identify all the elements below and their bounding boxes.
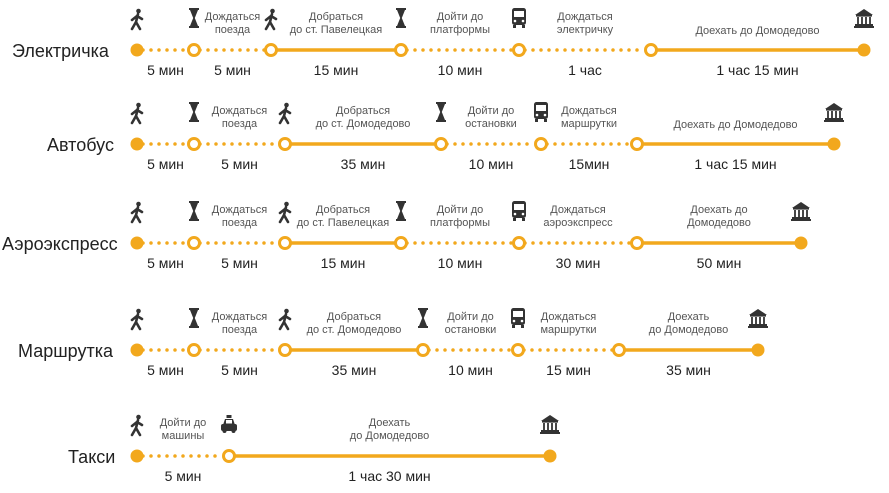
step-label	[673, 119, 797, 131]
step-label	[160, 417, 207, 442]
step-label-line: до Домодедово	[349, 430, 430, 442]
start-node	[131, 237, 144, 250]
route-row	[2, 201, 811, 271]
step-label-line: до ст. Домодедово	[315, 118, 411, 130]
hourglass-icon	[396, 8, 406, 28]
step-label	[557, 11, 614, 36]
step-label	[430, 11, 490, 36]
hourglass-icon	[189, 201, 199, 221]
airport-icon	[748, 309, 768, 328]
step-label	[561, 105, 617, 130]
segment-duration: 10 мин	[468, 156, 514, 172]
step-label-line: Добраться	[326, 311, 382, 323]
route-row	[12, 8, 874, 78]
segment-duration: 15 мин	[320, 255, 366, 271]
stop-node	[513, 345, 524, 356]
step-label	[212, 105, 267, 130]
end-node	[828, 138, 841, 151]
segment-duration: 1 час 30 мин	[348, 468, 431, 484]
step-label	[307, 311, 402, 336]
step-label-line: до ст. Домодедово	[306, 324, 402, 336]
segment-duration: 10 мин	[448, 362, 493, 378]
step-label-line: Дойти до	[159, 417, 207, 429]
step-label-line: Дойти до	[447, 311, 494, 323]
step-label	[543, 204, 613, 229]
end-node	[795, 237, 808, 250]
step-label-line: Дождаться	[561, 105, 617, 117]
segment-duration: 30 мин	[555, 255, 601, 271]
step-label-line: маршрутки	[560, 118, 618, 130]
segment-duration: 1 час	[568, 62, 602, 78]
segment-duration: 15мин	[568, 156, 610, 172]
step-label	[430, 204, 490, 229]
step-label-line: Дождаться	[211, 105, 268, 117]
stop-node	[266, 45, 277, 56]
step-label-line: Домодедово	[687, 217, 751, 229]
stop-node	[646, 45, 657, 56]
step-label-line: Дождаться	[204, 11, 261, 23]
segment-duration: 50 мин	[696, 255, 742, 271]
segment-duration: 5 мин	[164, 468, 202, 484]
segment-duration: 5 мин	[147, 156, 184, 172]
segment-duration: 15 мин	[546, 362, 591, 378]
stop-node	[189, 45, 200, 56]
step-label	[540, 311, 596, 336]
step-label-line: поезда	[214, 24, 251, 36]
hourglass-icon	[189, 308, 199, 328]
stop-node	[632, 238, 643, 249]
stop-node	[280, 345, 291, 356]
walk-icon	[266, 9, 276, 29]
step-label-line: платформы	[429, 217, 491, 229]
step-label	[350, 417, 429, 442]
stop-node	[189, 139, 200, 150]
walk-icon	[280, 103, 290, 123]
route-name: Аэроэкспресс	[2, 234, 118, 254]
bus-icon	[512, 8, 526, 28]
stop-node	[224, 451, 235, 462]
segment-duration: 1 час 15 мин	[716, 62, 799, 78]
segment-duration: 10 мин	[437, 62, 483, 78]
airport-icon	[540, 415, 560, 434]
stop-node	[536, 139, 547, 150]
step-label-line: Дождаться	[211, 311, 268, 323]
step-label-line: Дойти до	[436, 204, 484, 216]
start-node	[131, 138, 144, 151]
segment-duration: 5 мин	[147, 62, 184, 78]
start-node	[131, 44, 144, 57]
step-label	[297, 204, 390, 229]
walk-icon	[132, 309, 142, 329]
stop-node	[632, 139, 643, 150]
step-label-line: до ст. Павелецкая	[296, 217, 390, 229]
stop-node	[418, 345, 429, 356]
hourglass-icon	[189, 8, 199, 28]
hourglass-icon	[436, 102, 446, 122]
segment-duration: 10 мин	[437, 255, 483, 271]
start-node	[131, 344, 144, 357]
hourglass-icon	[189, 102, 199, 122]
route-row	[68, 415, 560, 484]
segment-duration: 15 мин	[313, 62, 359, 78]
end-node	[858, 44, 871, 57]
segment-duration: 5 мин	[221, 156, 258, 172]
segment-duration: 1 час 15 мин	[694, 156, 777, 172]
step-label-line: Доехать	[368, 417, 411, 429]
step-label-line: Доехать до Домодедово	[673, 119, 798, 131]
stop-node	[514, 45, 525, 56]
step-label-line: поезда	[221, 324, 258, 336]
step-label	[649, 311, 728, 336]
segment-duration: 5 мин	[147, 255, 184, 271]
step-label-line: Дойти до	[436, 11, 484, 23]
step-label-line: Добраться	[335, 105, 391, 117]
step-label	[212, 311, 267, 336]
route-name: Автобус	[47, 135, 114, 155]
stop-node	[280, 139, 291, 150]
step-label-line: Дождаться	[557, 11, 613, 23]
step-label	[316, 105, 411, 130]
walk-icon	[132, 103, 142, 123]
step-label-line: Доехать до Домодедово	[695, 25, 820, 37]
stop-node	[396, 45, 407, 56]
route-name: Электричка	[12, 41, 109, 61]
stop-node	[396, 238, 407, 249]
segment-duration: 5 мин	[147, 362, 184, 378]
step-label-line: аэроэкспресс	[543, 217, 613, 229]
route-row	[47, 102, 844, 172]
start-node	[131, 450, 144, 463]
route-name: Такси	[68, 447, 116, 467]
segment-duration: 35 мин	[340, 156, 386, 172]
segment-duration: 5 мин	[214, 62, 251, 78]
step-label-line: Дождаться	[211, 204, 268, 216]
bus-icon	[512, 201, 526, 221]
step-label-line: Добраться	[308, 11, 364, 23]
step-label-line: Дождаться	[540, 311, 597, 323]
segment-duration: 5 мин	[221, 362, 258, 378]
step-label-line: платформы	[429, 24, 491, 36]
route-row	[18, 308, 768, 378]
step-label	[695, 25, 819, 37]
airport-icon	[824, 103, 844, 122]
walk-icon	[280, 309, 290, 329]
hourglass-icon	[396, 201, 406, 221]
stop-node	[280, 238, 291, 249]
walk-icon	[280, 202, 290, 222]
stop-node	[189, 238, 200, 249]
step-label-line: Доехать до	[690, 204, 748, 216]
end-node	[752, 344, 765, 357]
stop-node	[189, 345, 200, 356]
step-label	[687, 204, 751, 229]
step-label-line: электричку	[556, 24, 614, 36]
step-label	[212, 204, 267, 229]
step-label-line: машины	[161, 430, 205, 442]
step-label-line: поезда	[221, 118, 258, 130]
walk-icon	[132, 9, 142, 29]
step-label-line: до Домодедово	[648, 324, 729, 336]
route-name: Маршрутка	[18, 341, 113, 361]
step-label	[205, 11, 260, 36]
step-label	[290, 11, 383, 36]
step-label-line: Дойти до	[467, 105, 515, 117]
bus-icon	[511, 308, 525, 328]
step-label-line: до ст. Павелецкая	[289, 24, 383, 36]
bus-icon	[534, 102, 548, 122]
stop-node	[436, 139, 447, 150]
step-label-line: Доехать	[667, 311, 710, 323]
step-label-line: остановки	[465, 118, 517, 130]
step-label	[445, 311, 497, 336]
taxi-icon	[221, 415, 237, 433]
airport-icon	[791, 202, 811, 221]
hourglass-icon	[418, 308, 428, 328]
segment-duration: 5 мин	[221, 255, 258, 271]
stop-node	[514, 238, 525, 249]
walk-icon	[132, 415, 142, 435]
step-label-line: остановки	[444, 324, 497, 336]
segment-duration: 35 мин	[666, 362, 711, 378]
step-label-line: поезда	[221, 217, 258, 229]
end-node	[544, 450, 557, 463]
stop-node	[614, 345, 625, 356]
airport-icon	[854, 9, 874, 28]
step-label	[465, 105, 517, 130]
step-label-line: Добраться	[315, 204, 371, 216]
walk-icon	[132, 202, 142, 222]
segment-duration: 35 мин	[331, 362, 377, 378]
step-label-line: маршрутки	[540, 324, 597, 336]
step-label-line: Дождаться	[550, 204, 606, 216]
